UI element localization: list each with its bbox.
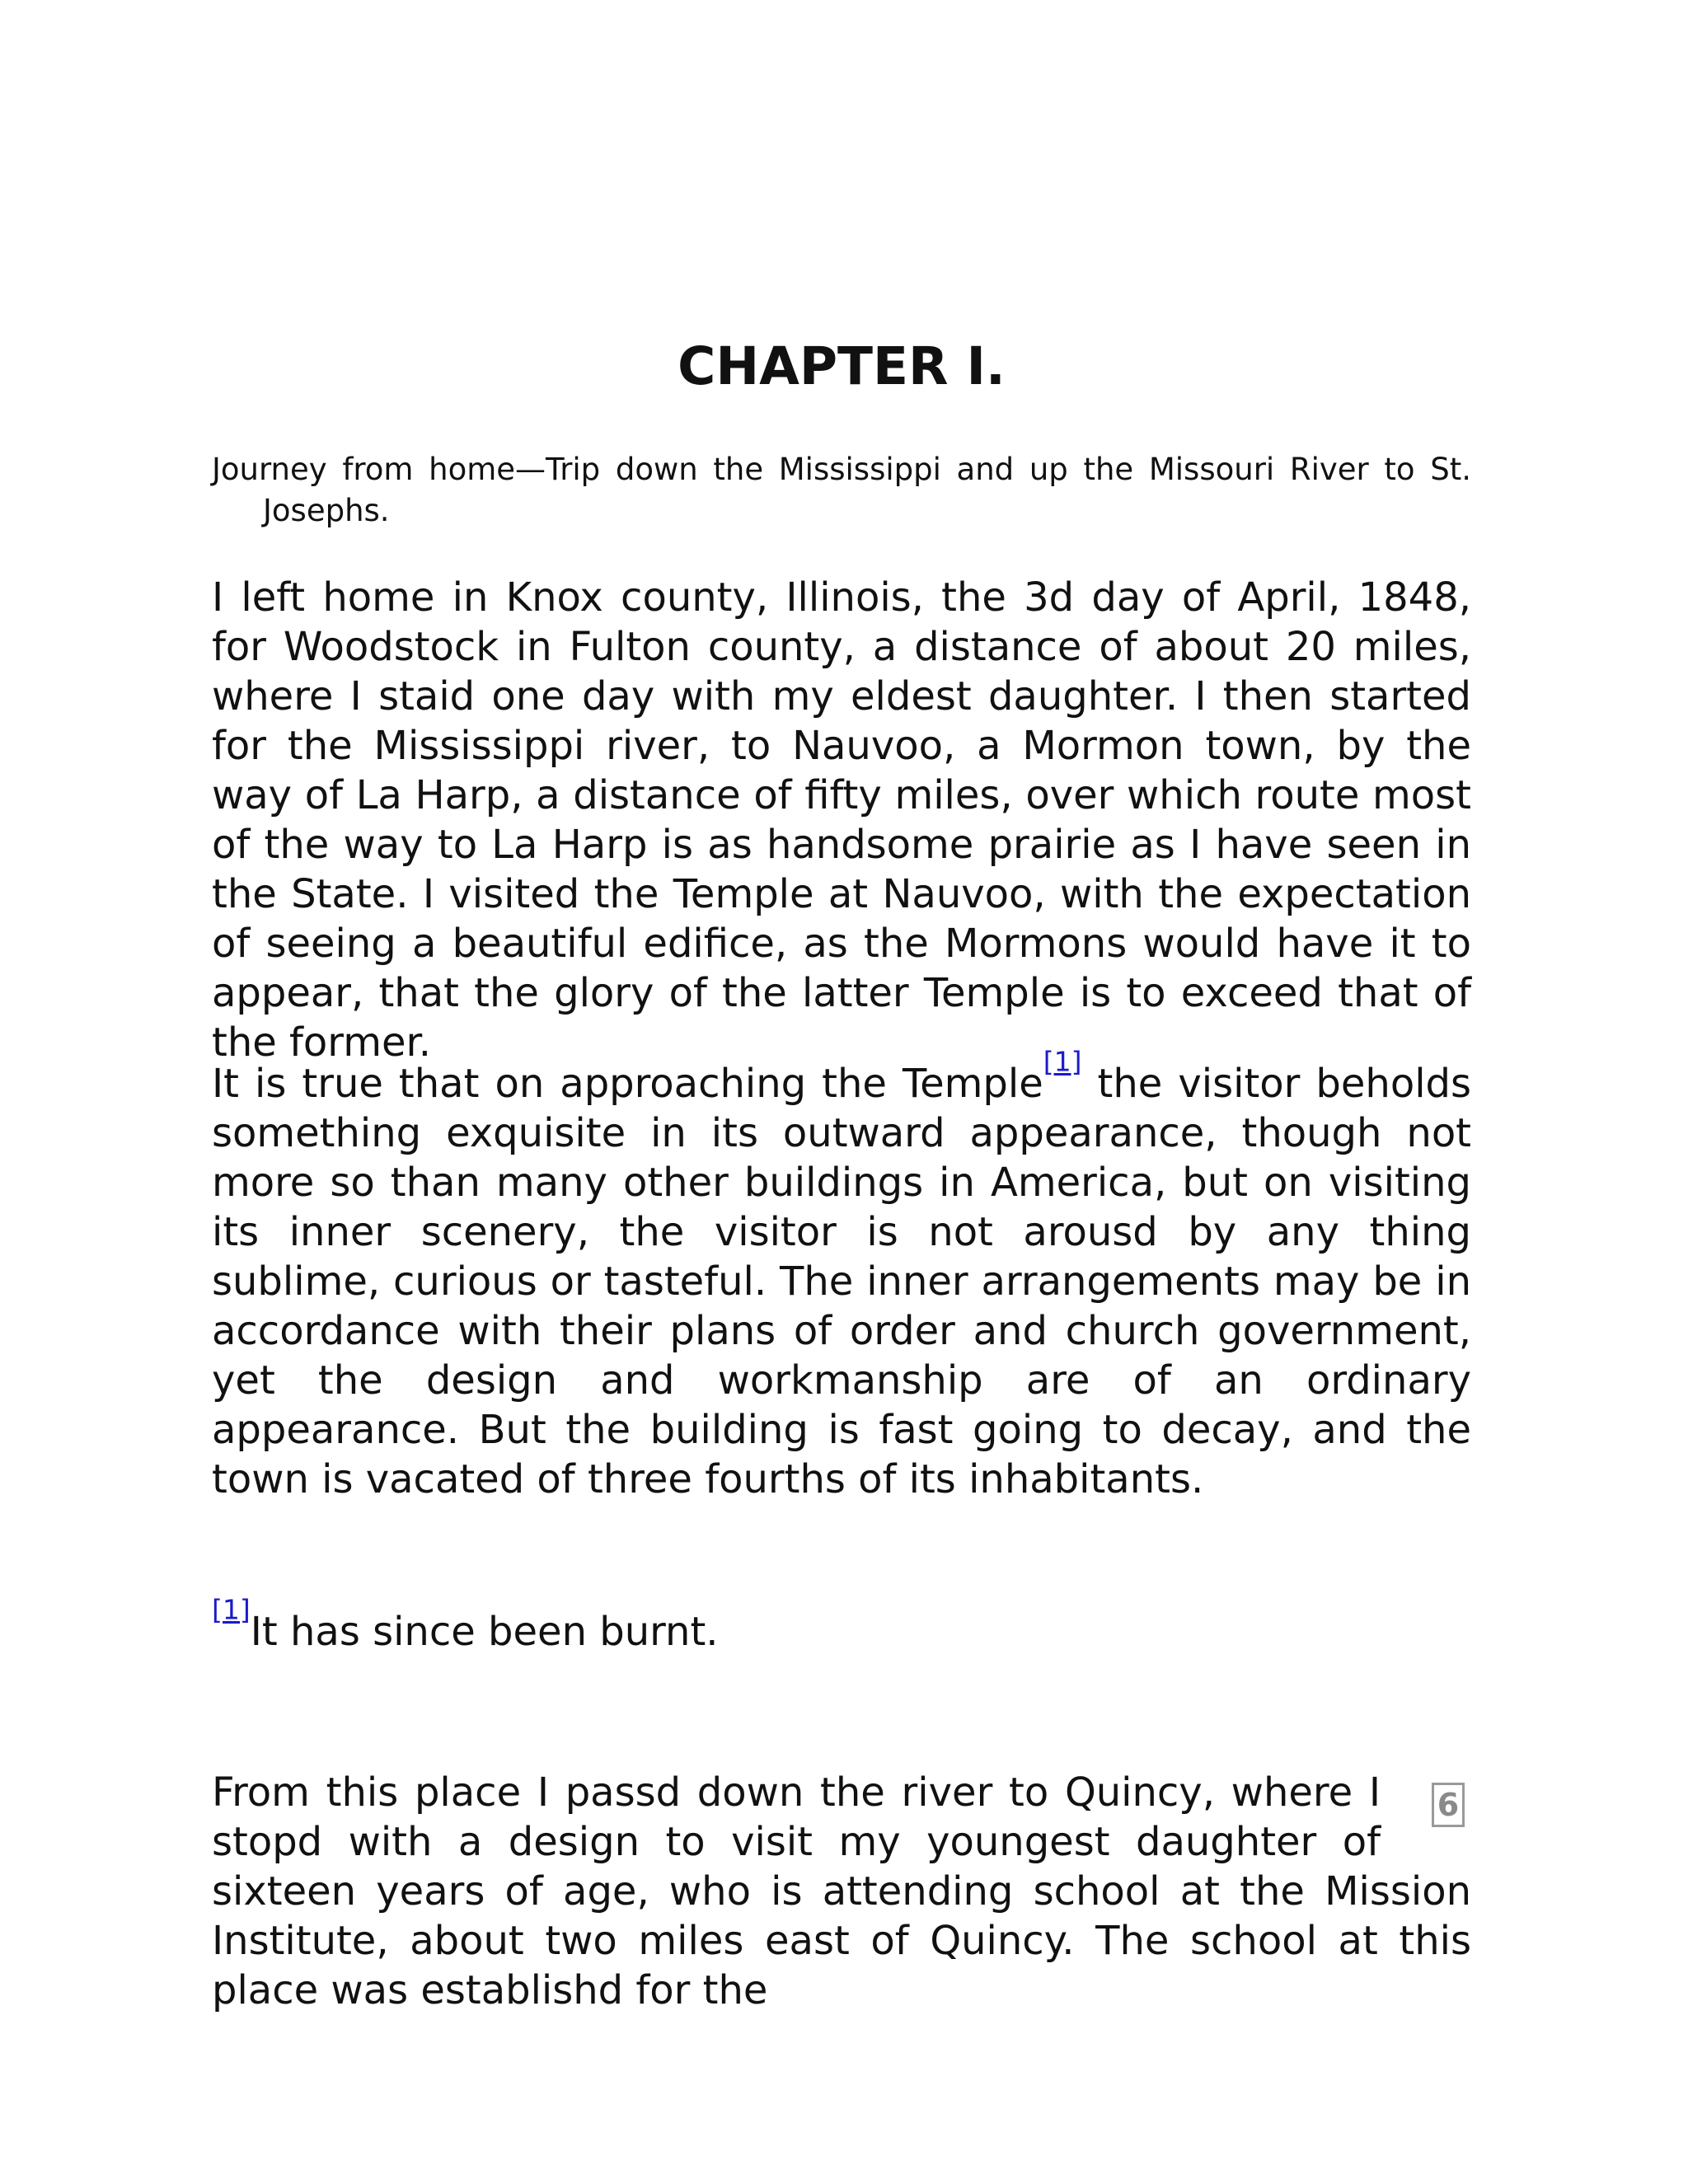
paragraph-1: I left home in Knox county, Illinois, the 3d day of April, 1848, for Woodstock in Fulton county, a distance of about 20 miles, where I staid one day with my eldest daughter. I then started for the Mississippi river, to Nauvoo, a Mormon town, by the way of La Harp, a distance of fifty miles, over which route most of the way to La Harp is as handsome prairie as I have seen in the State. I visited the Temple at Nauvoo, with the expectation of seeing a beautiful edifice, as the Mormons would have it to appear, that the glory of the latter Temple is to exceed that of the former. [212,574,1471,1066]
footnote [212,1593,1471,1657]
paragraph-2-rest: the visitor beholds something exquisite in its outward appearance, though not more so than many other buildings in America, but on visiting its inner scenery, the visitor is not arousd by any thing sublime, curious or tasteful. The inner arrangements may be in accordance with their plans of order and church government, yet the design and workmanship are of an ordinary appearance. But the building is fast going to decay, and the town is vacated of three fourths of its inhabitants. [212,1061,1472,1502]
chapter-title: CHAPTER I. [678,336,1006,396]
paragraph-2-start: It is true that on approaching the Temple [212,1061,1043,1107]
paragraph-2 [212,1045,1472,1504]
paragraph-3-text: From this place I passd down the river to Quincy, where I stopd with a design to visit my youngest daughter of sixteen years of age, who is attending school at the Mission Institute, about two miles east of Quincy. The school at this place was establishd for the [212,1769,1471,2013]
footnote-backlink[interactable]: [1] [212,1593,251,1626]
footnote-reference-link[interactable]: [1] [1043,1045,1082,1078]
chapter-summary: Journey from home—Trip down the Mississippi and up the Missouri River to St. Josephs. [212,452,1471,528]
footnote-text: It has since been burnt. [250,1609,719,1655]
page-number-badge: 6 [1432,1783,1465,1827]
paragraph-3 [212,1768,1471,2015]
